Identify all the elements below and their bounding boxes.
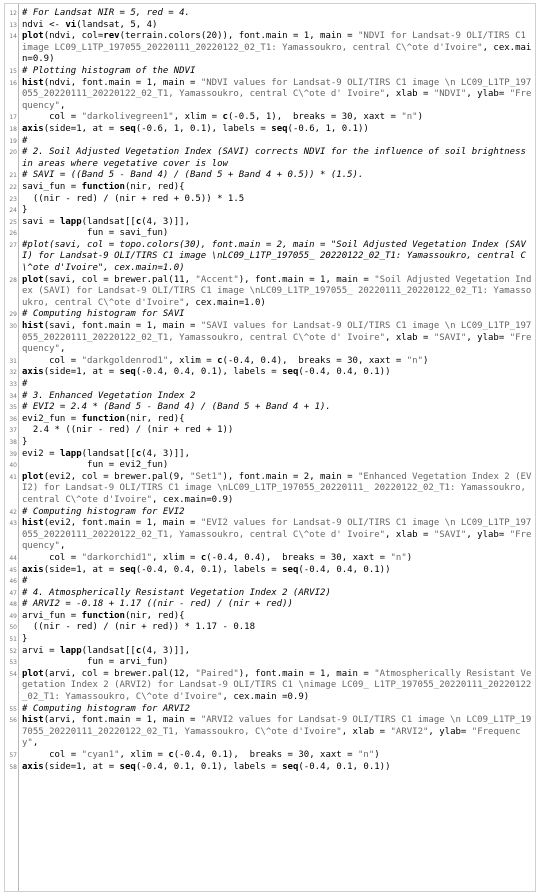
code-line (5, 472, 535, 507)
code-text: axis(side=1, at = seq(-0.4, 0.4, 0.1), labels = seq(-0.4, 0.4, 0.1)) (22, 367, 391, 378)
line-number: 26 (9, 230, 17, 238)
code-text: evi2 = lapp(landsat[[c(4, 3)]], (22, 448, 191, 459)
code-line (5, 147, 535, 170)
line-number: 55 (9, 705, 17, 713)
line-number: 22 (9, 183, 17, 191)
code-text: plot(arvi, col = brewer.pal(12, "Paired"), font.main = 1, main = "Atmospherically Resistant Vegetation Index 2 (ARVI2) for Landsat-9 OLI/TIRS C1 \nimage LC09_ L1TP_197055_20220111_20220122_02_T1: Yamassoukro, C\^ote d'Ivoire", cex.main =0.9) (22, 668, 532, 703)
code-line (5, 228, 535, 240)
code-text: col = "darkgoldenrod1", xlim = c(-0.4, 0.4), breaks = 30, xaxt = "n") (22, 355, 429, 366)
line-number: 24 (9, 207, 17, 215)
line-number: 37 (9, 427, 17, 435)
code-line (5, 425, 535, 437)
code-text: # (22, 576, 28, 587)
code-lines (5, 8, 535, 773)
line-number: 39 (9, 450, 17, 458)
code-text: hist(ndvi, font.main = 1, main = "NDVI values for Landsat-9 OLI/TIRS C1 image \n LC09_L1TP_197055_20220111_20220122_02_T1, Yamassoukro, central C\^ote d' Ivoire", xlab = "NDVI", ylab= "Frequency", (22, 77, 532, 111)
line-number: 31 (9, 357, 17, 365)
code-line (5, 182, 535, 194)
code-line (5, 646, 535, 658)
code-line (5, 762, 535, 774)
code-line (5, 367, 535, 379)
code-line (5, 599, 535, 611)
code-line (5, 20, 535, 32)
code-text: 2.4 * ((nir - red) / (nir + red + 1)) (22, 425, 234, 436)
code-line (5, 704, 535, 716)
code-line (5, 321, 535, 356)
code-text: } (22, 205, 28, 216)
code-line (5, 518, 535, 553)
line-number: 46 (9, 578, 17, 586)
code-line (5, 217, 535, 229)
code-line (5, 78, 535, 113)
code-text: arvi_fun = function(nir, red){ (22, 610, 185, 621)
code-line (5, 356, 535, 368)
code-text: ndvi <- vi(landsat, 5, 4) (22, 19, 158, 30)
code-text: plot(savi, col = brewer.pal(11, "Accent"), font.main = 1, main = "Soil Adjusted Vegetation Index (SAVI) for Landsat-9 OLI/TIRS C1 image \nLC09_L1TP_197055_ 20220111_20220122_02_T1: Yamassoukro, central C\^ote d'Ivoire", cex.main=1.0) (22, 274, 532, 308)
line-number: 32 (9, 369, 17, 377)
line-number: 21 (9, 172, 17, 180)
line-number: 17 (9, 114, 17, 122)
line-number: 38 (9, 438, 17, 446)
code-text: } (22, 436, 28, 447)
code-text: # EVI2 = 2.4 * (Band 5 - Band 4) / (Band 5 + Band 4 + 1). (22, 402, 331, 413)
code-text: # Plotting histogram of the NDVI (22, 65, 196, 76)
code-text: # SAVI = ((Band 5 - Band 4) / (Band 5 + Band 4 + 0.5)) * (1.5). (22, 170, 364, 181)
line-number: 51 (9, 636, 17, 644)
code-text: # Computing histogram for EVI2 (22, 506, 185, 517)
code-text: arvi = lapp(landsat[[c(4, 3)]], (22, 645, 191, 656)
code-line (5, 622, 535, 634)
code-text: # (22, 135, 28, 146)
code-line (5, 576, 535, 588)
code-line (5, 750, 535, 762)
line-number: 42 (9, 508, 17, 516)
line-number: 27 (9, 241, 17, 249)
code-text: } (22, 634, 28, 645)
code-text: col = "darkorchid1", xlim = c(-0.4, 0.4), breaks = 30, xaxt = "n") (22, 552, 413, 563)
code-line (5, 66, 535, 78)
line-number: 19 (9, 137, 17, 145)
code-line (5, 460, 535, 472)
code-text: # (22, 379, 28, 389)
line-number: 33 (9, 381, 17, 388)
code-text: axis(side=1, at = seq(-0.4, 0.4, 0.1), labels = seq(-0.4, 0.4, 0.1)) (22, 564, 391, 575)
code-text: # For Landsat NIR = 5, red = 4. (22, 8, 190, 18)
line-number: 16 (9, 79, 17, 87)
code-line (5, 309, 535, 321)
line-number: 57 (9, 752, 17, 759)
code-line (5, 136, 535, 148)
code-text: # 3. Enhanced Vegetation Index 2 (22, 390, 196, 401)
code-text: ((nir - red) / (nir + red)) * 1.17 - 0.18 (22, 622, 256, 633)
code-line (5, 449, 535, 461)
code-listing (4, 3, 536, 892)
code-text: fun = arvi_fun) (22, 657, 169, 668)
code-text: col = "darkolivegreen1", xlim = c(-0.5, 1), breaks = 30, xaxt = "n") (22, 112, 424, 123)
line-number: 53 (9, 659, 17, 667)
line-number: 12 (9, 10, 17, 17)
code-text: plot(evi2, col = brewer.pal(9, "Set1"), font.main = 2, main = "Enhanced Vegetation Index 2 (EVI2) for Landsat-9 OLI/TIRS C1 image \nLC09_L1TP_197055_20220111_ 20220122_02_T1: Yamassoukro, central C\^ote d'Ivoire", cex.main=0.9) (22, 471, 532, 505)
code-line (5, 124, 535, 136)
code-line (5, 391, 535, 403)
code-text: fun = evi2_fun) (22, 460, 169, 471)
code-line (5, 205, 535, 217)
code-line (5, 657, 535, 669)
code-text: hist(evi2, font.main = 1, main = "EVI2 values for Landsat-9 OLI/TIRS C1 image \n LC09_L1TP_197055_20220111_20220122_02_T1, Yamassoukro, central C\^ote d' Ivoire", xlab = "SAVI", ylab= "Frequency", (22, 518, 532, 552)
code-line (5, 379, 535, 391)
code-text: axis(side=1, at = seq(-0.6, 1, 0.1), labels = seq(-0.6, 1, 0.1)) (22, 123, 369, 134)
code-line (5, 588, 535, 600)
code-text: plot(ndvi, col=rev(terrain.colors(20)), font.main = 1, main = "NDVI for Landsat-9 OLI/TIRS C1 image LC09_L1TP_197055_20220111_20220122_02_T1: Yamassoukro, central C\^ote d'Ivoire", cex.main=0.9) (22, 31, 532, 65)
line-number: 30 (9, 323, 17, 331)
code-line (5, 8, 535, 20)
line-number: 23 (9, 195, 17, 203)
code-line (5, 240, 535, 275)
line-number: 54 (9, 670, 17, 678)
line-number: 43 (9, 520, 17, 528)
line-number: 28 (9, 276, 17, 284)
code-line (5, 715, 535, 750)
line-number: 44 (9, 554, 17, 562)
code-text: # 4. Atmospherically Resistant Vegetation Index 2 (ARVI2) (22, 587, 331, 598)
code-line (5, 414, 535, 426)
line-number: 15 (9, 67, 17, 75)
line-number: 13 (9, 21, 17, 29)
code-line (5, 31, 535, 66)
code-line (5, 437, 535, 449)
code-text: col = "cyan1", xlim = c(-0.4, 0.1), breaks = 30, xaxt = "n") (22, 750, 380, 760)
code-text: ((nir - red) / (nir + red + 0.5)) * 1.5 (22, 193, 245, 204)
code-line (5, 553, 535, 565)
code-line (5, 275, 535, 310)
line-number: 25 (9, 218, 17, 226)
line-number: 58 (9, 763, 17, 771)
code-text: # 2. Soil Adjusted Vegetation Index (SAVI) corrects NDVI for the influence of soil brightness in areas where vegetative cover is low (22, 147, 532, 169)
code-line (5, 565, 535, 577)
code-text: evi2_fun = function(nir, red){ (22, 413, 185, 424)
code-text: # Computing histogram for ARVI2 (22, 703, 190, 714)
code-text: fun = savi_fun) (22, 228, 169, 239)
line-number: 34 (9, 392, 17, 400)
code-line (5, 402, 535, 414)
line-number: 29 (9, 311, 17, 319)
line-number: 45 (9, 566, 17, 574)
code-text: #plot(savi, col = topo.colors(30), font.main = 2, main = "Soil Adjusted Vegetation Index (SAVI) for Landsat-9 OLI/TIRS C1 image \nLC09_L1TP_197055_ 20220122_02_T1: Yamassoukro, central C\^ote d'Ivoire", cex.main=1.0) (22, 239, 526, 274)
line-number: 35 (9, 404, 17, 412)
line-number: 47 (9, 589, 17, 597)
code-text: savi_fun = function(nir, red){ (22, 181, 185, 192)
code-text: hist(arvi, font.main = 1, main = "ARVI2 values for Landsat-9 OLI/TIRS C1 image \n LC09_L1TP_197055_20220111_20220122_02_T1, Yamassoukro, C\^ote d'Ivoire", xlab = "ARVI2", ylab= "Frequency", (22, 715, 532, 749)
line-number: 56 (9, 717, 17, 725)
code-line (5, 669, 535, 704)
code-text: savi = lapp(landsat[[c(4, 3)]], (22, 216, 191, 227)
line-number: 40 (9, 462, 17, 470)
code-text: # Computing histogram for SAVI (22, 309, 185, 320)
line-number: 41 (9, 473, 17, 481)
line-number: 18 (9, 125, 17, 133)
line-number: 20 (9, 149, 17, 157)
code-text: hist(savi, font.main = 1, main = "SAVI values for Landsat-9 OLI/TIRS C1 image \n LC09_L1TP_197055_20220111_20220122_02_T1, Yamassoukro, central C\^ote d' Ivoire", xlab = "SAVI", ylab= "Frequency", (22, 321, 532, 355)
line-number: 48 (9, 601, 17, 609)
code-text: # ARVI2 = -0.18 + 1.17 ((nir - red) / (nir + red)) (22, 599, 293, 610)
code-line (5, 194, 535, 206)
code-line (5, 112, 535, 124)
code-line (5, 507, 535, 519)
code-line (5, 611, 535, 623)
line-number: 50 (9, 624, 17, 632)
code-line (5, 634, 535, 646)
line-number: 52 (9, 647, 17, 655)
line-number: 14 (9, 33, 17, 41)
line-number: 49 (9, 612, 17, 620)
code-line (5, 170, 535, 182)
line-number: 36 (9, 415, 17, 423)
code-text: axis(side=1, at = seq(-0.4, 0.1, 0.1), labels = seq(-0.4, 0.1, 0.1)) (22, 761, 391, 772)
